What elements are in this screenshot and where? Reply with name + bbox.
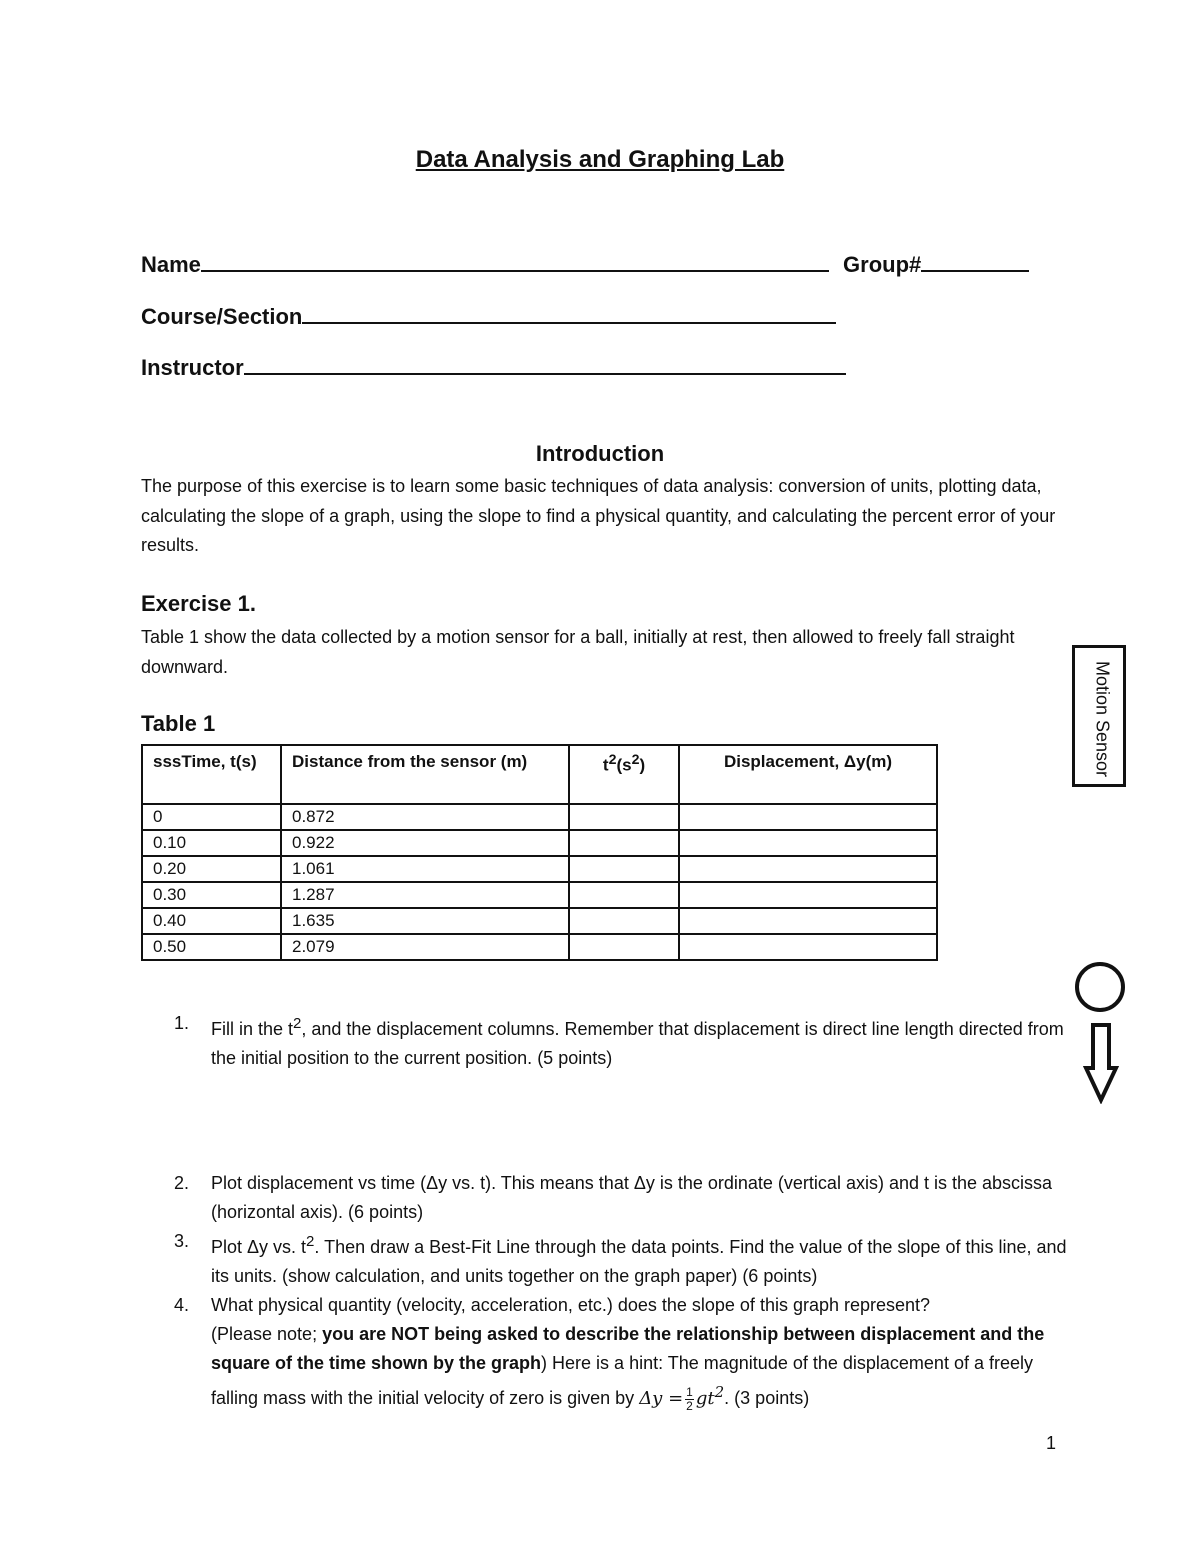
- table-row: [142, 908, 937, 934]
- cell-t-squared[interactable]: [569, 830, 679, 856]
- q2-text: Plot displacement vs time (Δy vs. t). This means that Δy is the ordinate (vertical axis) and t is the abscissa (horizontal axis). (6 points): [211, 1173, 1053, 1222]
- table-caption: Table 1: [141, 711, 216, 736]
- group-blank[interactable]: [921, 250, 1029, 272]
- cell-time: 0.30: [142, 882, 281, 908]
- data-table: [141, 744, 938, 961]
- q4-fraction: [685, 1386, 694, 1413]
- fraction-denominator: 2: [686, 1398, 693, 1413]
- q4-eq-lhs: Δy =: [639, 1388, 684, 1409]
- course-field-row: [141, 302, 836, 330]
- name-field-row: [141, 250, 1029, 278]
- cell-distance: 1.635: [281, 908, 569, 934]
- cell-time: 0.50: [142, 934, 281, 960]
- question-list-1: [141, 1009, 1081, 1073]
- q4-text-a: What physical quantity (velocity, acceleration, etc.) does the slope of this graph represent?: [211, 1295, 931, 1315]
- q3-text-a: Plot Δy vs. t: [211, 1237, 307, 1257]
- cell-t-squared[interactable]: [569, 908, 679, 934]
- cell-t-squared[interactable]: [569, 882, 679, 908]
- cell-time: 0.40: [142, 908, 281, 934]
- page-number: 1: [1046, 1433, 1057, 1453]
- q3-sup: 2: [306, 1233, 315, 1250]
- t2-unit-exp: 2: [631, 752, 640, 768]
- group-label: Group#: [843, 252, 922, 277]
- q4-eq-sup: 2: [714, 1383, 725, 1401]
- course-blank[interactable]: [302, 302, 836, 324]
- name-label: Name: [141, 252, 201, 277]
- cell-distance: 0.922: [281, 830, 569, 856]
- cell-displacement[interactable]: [679, 830, 937, 856]
- question-number: 1.: [174, 1013, 190, 1033]
- question-number: 2.: [174, 1173, 190, 1193]
- instructor-blank[interactable]: [244, 353, 846, 375]
- table-row: [142, 856, 937, 882]
- t2-exp: 2: [608, 752, 617, 768]
- cell-time: 0.20: [142, 856, 281, 882]
- cell-distance: 1.061: [281, 856, 569, 882]
- cell-displacement[interactable]: [679, 908, 937, 934]
- question-number: 3.: [174, 1231, 190, 1251]
- cell-t-squared[interactable]: [569, 934, 679, 960]
- q4-eq-rhs: gt: [695, 1388, 715, 1409]
- q1-sup: 2: [293, 1015, 302, 1032]
- exercise-text: Table 1 show the data collected by a motion sensor for a ball, initially at rest, then allowed to freely fall straight downward.: [141, 627, 1015, 677]
- introduction-text: The purpose of this exercise is to learn some basic techniques of data analysis: conversion of units, plotting data, calculating the slope of a graph, using the slope to find a physical quantity, and calculating the percent error of your results.: [141, 476, 1056, 555]
- t2-unit-open: (s: [616, 755, 632, 775]
- header-t-squared: [569, 745, 679, 804]
- header-time: sssTime, t(s): [142, 745, 281, 804]
- cell-displacement[interactable]: [679, 882, 937, 908]
- question-1: [141, 1009, 1081, 1073]
- t2-base: t: [602, 755, 609, 775]
- fraction-numerator: 1: [686, 1384, 693, 1399]
- motion-sensor-label: Motion Sensor: [1092, 660, 1113, 778]
- q1-text-a: Fill in the t: [211, 1019, 294, 1039]
- cell-t-squared[interactable]: [569, 804, 679, 830]
- cell-displacement[interactable]: [679, 804, 937, 830]
- cell-distance: 0.872: [281, 804, 569, 830]
- question-number: 4.: [174, 1295, 190, 1315]
- header-distance: Distance from the sensor (m): [281, 745, 569, 804]
- t2-unit-close: ): [639, 755, 646, 775]
- cell-displacement[interactable]: [679, 856, 937, 882]
- instructor-field-row: [141, 353, 846, 381]
- motion-sensor-box: [1072, 645, 1126, 787]
- instructor-label: Instructor: [141, 355, 244, 380]
- q3-text-b: . Then draw a Best-Fit Line through the data points. Find the value of the slope of this line, and its units. (show calculation, and units together on the graph paper) (6 points): [211, 1237, 1067, 1286]
- table-row: [142, 882, 937, 908]
- ball-icon: [1075, 962, 1125, 1012]
- table-row: [142, 934, 937, 960]
- table-row: [142, 830, 937, 856]
- cell-distance: 2.079: [281, 934, 569, 960]
- course-label: Course/Section: [141, 304, 303, 329]
- cell-distance: 1.287: [281, 882, 569, 908]
- header-displacement: Displacement, Δy(m): [679, 745, 937, 804]
- name-blank[interactable]: [201, 250, 829, 272]
- q4-text-b: (Please note;: [211, 1324, 323, 1344]
- cell-time: 0.10: [142, 830, 281, 856]
- q4-text-c: ) Here is a hint: The magnitude of the displacement of a freely falling mass with the initial velocity of zero is given by: [211, 1353, 1033, 1408]
- down-arrow-icon: [1083, 1022, 1119, 1104]
- q1-text-b: , and the displacement columns. Remember that displacement is direct line length directed from the initial position to the current position. (5 points): [211, 1019, 1064, 1068]
- exercise-heading: Exercise 1.: [141, 591, 256, 616]
- cell-time: 0: [142, 804, 281, 830]
- question-3: [141, 1227, 1081, 1291]
- q4-bold-note: you are NOT being asked to describe the relationship between displacement and the square of the time shown by the graph: [211, 1324, 1045, 1373]
- question-2: [141, 1169, 1081, 1227]
- question-list-2: [141, 1169, 1081, 1413]
- introduction-heading: Introduction: [535, 441, 665, 466]
- table-row: [142, 804, 937, 830]
- table-header-row: [142, 745, 937, 804]
- page-title: Data Analysis and Graphing Lab: [415, 146, 785, 173]
- question-4: [141, 1291, 1081, 1413]
- cell-displacement[interactable]: [679, 934, 937, 960]
- cell-t-squared[interactable]: [569, 856, 679, 882]
- q4-text-d: . (3 points): [724, 1388, 810, 1408]
